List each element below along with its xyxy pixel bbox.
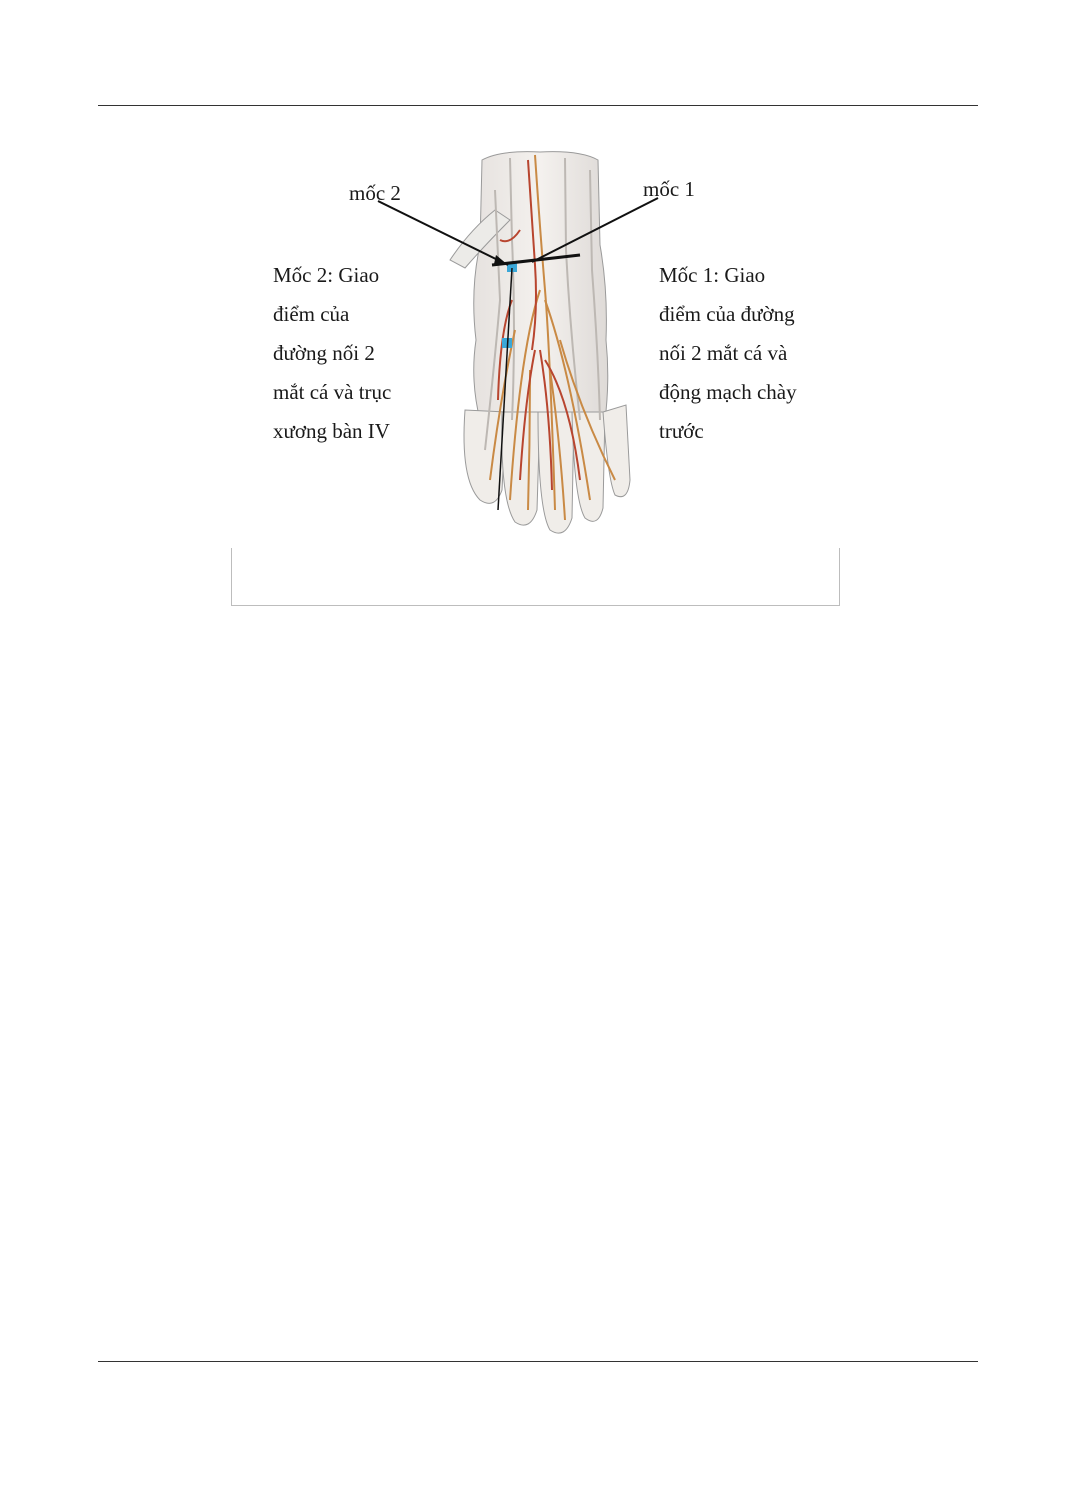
description-line: xương bàn IV [273, 419, 390, 443]
description-moc-2 [273, 256, 391, 451]
figure-caption-box [231, 548, 840, 606]
description-line: Mốc 2: Giao [273, 263, 380, 287]
description-line: điểm của đường [659, 302, 795, 326]
footer-rule [98, 1361, 978, 1362]
description-line: động mạch chày [659, 380, 797, 404]
description-moc-1 [659, 256, 797, 451]
description-line: nối 2 mắt cá và [659, 341, 788, 365]
description-line: mắt cá và trục [273, 380, 392, 404]
description-line: trước [659, 419, 704, 443]
pointer-lines [0, 0, 1078, 620]
description-line: Mốc 1: Giao [659, 263, 766, 287]
label-moc-1: mốc 1 [643, 177, 695, 201]
label-moc-2: mốc 2 [349, 181, 401, 205]
description-line: điểm của [273, 302, 350, 326]
description-line: đường nối 2 [273, 341, 375, 365]
